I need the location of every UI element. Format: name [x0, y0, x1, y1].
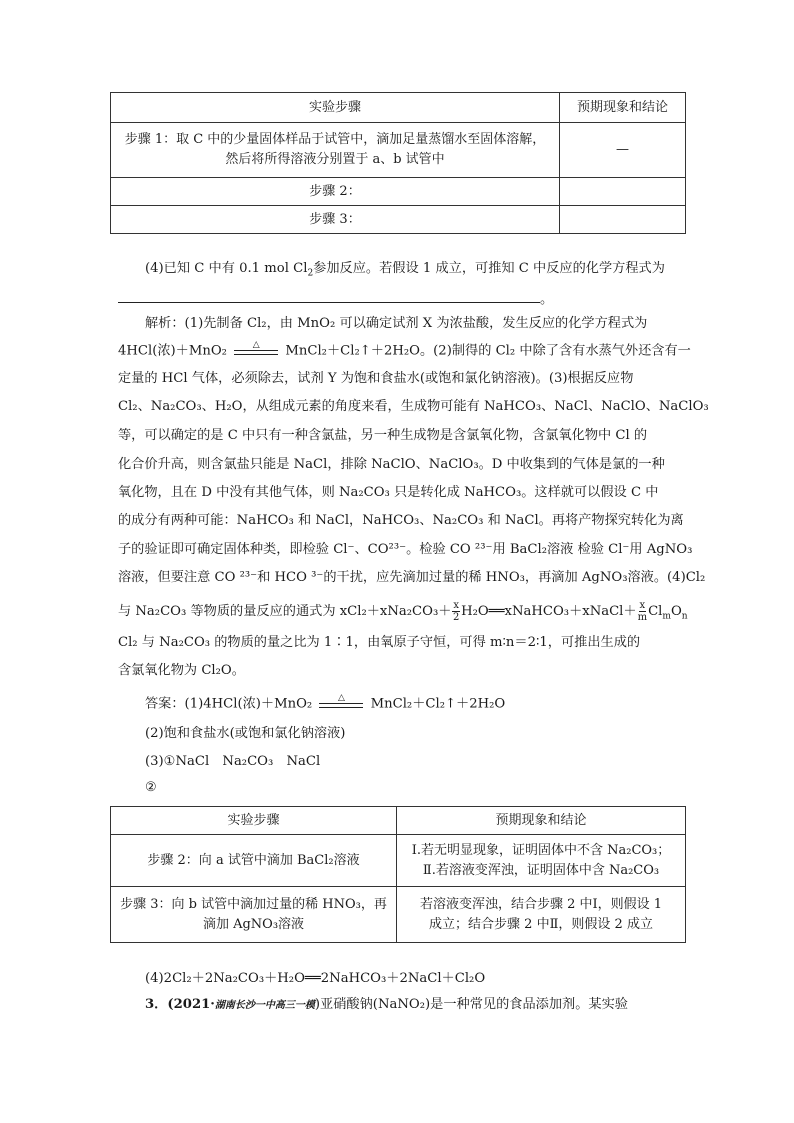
table1-step1-result: — [560, 123, 686, 178]
fraction-x-over-2: $\frac{x}{2}$ [453, 600, 460, 623]
question-4-answer-blank: 。 [118, 290, 553, 306]
table1-step2: 步骤 2： [111, 178, 560, 206]
analysis-line-11: 与 Na₂CO₃ 等物质的量反应的通式为 xCl₂＋xNa₂CO₃＋ $\frac{x}{2}$ H₂O══xNaHCO₃＋xNaCl＋ $\frac{x}{m}$ $Cl_mO_n$ [118, 600, 688, 623]
table1-header-results: 预期现象和结论 [560, 93, 686, 123]
analysis-line-6: 化合价升高，则含氯盐只能是 NaCl，排除 NaClO、NaClO₃。D 中收集到的气体是氯的一种 [118, 457, 665, 472]
table1-step1-line2: 然后将所得溶液分别置于 a、b 试管中 [225, 152, 445, 167]
analysis-line-4: Cl₂、Na₂CO₃、H₂O，从组成元素的角度来看，生成物可能有 NaHCO₃、NaCl、NaClO、NaClO₃ [118, 399, 709, 414]
analysis-line-12: Cl₂ 与 Na₂CO₃ 的物质的量之比为 1∶1，由氧原子守恒，可得 m∶n＝2∶1，可推出生成的 [118, 635, 641, 650]
table2-step3-result: 若溶液变浑浊，结合步骤 2 中Ⅰ，则假设 1 成立；结合步骤 2 中Ⅱ，则假设 2 成立 [397, 887, 686, 943]
analysis-line-10: 溶液，但要注意 CO ²³⁻和 HCO ³⁻的干扰，应先滴加过量的稀 HNO₃，再滴加 AgNO₃溶液。(4)Cl₂ [118, 570, 706, 585]
question-3-intro: 3．(2021·湖南长沙一中高三一模)亚硝酸钠(NaNO₂)是一种常见的食品添加剂。某实验 [145, 997, 628, 1012]
table2-step3: 步骤 3：向 b 试管中滴加过量的稀 HNO₃，再 滴加 AgNO₃溶液 [111, 887, 397, 943]
table1-step1 [111, 123, 560, 178]
table1-step3-result [560, 206, 686, 234]
analysis-line-1: 解析：(1)先制备 Cl₂，由 MnO₂ 可以确定试剂 X 为浓盐酸，发生反应的化学方程式为 [145, 316, 648, 331]
table2-step2: 步骤 2：向 a 试管中滴加 BaCl₂溶液 [111, 835, 397, 887]
analysis-line-9: 子的验证即可确定固体种类，即检验 Cl⁻、CO²³⁻。检验 CO ²³⁻用 BaCl₂溶液 检验 Cl⁻用 AgNO₃ [118, 542, 693, 557]
answer-1: 答案：(1)4HCl(浓)＋MnO₂ △ MnCl₂＋Cl₂↑＋2H₂O [145, 693, 506, 712]
table2-header-steps: 实验步骤 [111, 807, 397, 835]
analysis-line-13: 含氯氧化物为 Cl₂O。 [118, 663, 245, 678]
table2-header-results: 预期现象和结论 [397, 807, 686, 835]
fraction-x-over-m: $\frac{x}{m}$ [637, 600, 648, 623]
answer-3: (3)①NaCl Na₂CO₃ NaCl [145, 754, 321, 769]
table1-step3: 步骤 3： [111, 206, 560, 234]
answer-2: (2)饱和食盐水(或饱和氯化钠溶液) [145, 726, 346, 741]
answer-4: (4)2Cl₂＋2Na₂CO₃＋H₂O══2NaHCO₃＋2NaCl＋Cl₂O [145, 971, 486, 986]
heating-arrow-answer: △ [319, 694, 363, 708]
answer-3-part2: ② [145, 780, 157, 795]
table1-header-steps: 实验步骤 [111, 93, 560, 123]
analysis-line-3: 定量的 HCl 气体，必须除去，试剂 Y 为饱和食盐水(或饱和氯化钠溶液)。(3)根据反应物 [118, 371, 634, 386]
question-source: 湖南长沙一中高三一模 [214, 1000, 315, 1011]
experiment-table-2 [110, 806, 686, 943]
table1-step1-line1: 步骤 1：取 C 中的少量固体样品于试管中，滴加足量蒸馏水至固体溶解， [124, 132, 546, 147]
analysis-line-5: 等，可以确定的是 C 中只有一种含氯盐，另一种生成物是含氯氧化物，含氯氧化物中 Cl 的 [118, 428, 648, 443]
analysis-line-2: 4HCl(浓)＋MnO₂ △ MnCl₂＋Cl₂↑＋2H₂O。(2)制得的 Cl₂ 中除了含有水蒸气外还含有一 [118, 340, 691, 359]
heating-arrow: △ [234, 341, 278, 355]
table1-step2-result [560, 178, 686, 206]
analysis-line-7: 氧化物，且在 D 中没有其他气体，则 Na₂CO₃ 只是转化成 NaHCO₃。这样就可以假设 C 中 [118, 485, 659, 500]
table2-step2-result: Ⅰ.若无明显现象，证明固体中不含 Na₂CO₃； Ⅱ.若溶液变浑浊，证明固体中含 Na₂CO₃ [397, 835, 686, 887]
experiment-table-1 [110, 92, 686, 234]
question-4-text: (4)已知 C 中有 0.1 mol $Cl_2$参加反应。若假设 1 成立，可推知 C 中反应的化学方程式为 [145, 261, 665, 279]
answer-blank-line [118, 290, 540, 303]
analysis-line-8: 的成分有两种可能：NaHCO₃ 和 NaCl，NaHCO₃、Na₂CO₃ 和 NaCl。再将产物探究转化为离 [118, 513, 684, 528]
